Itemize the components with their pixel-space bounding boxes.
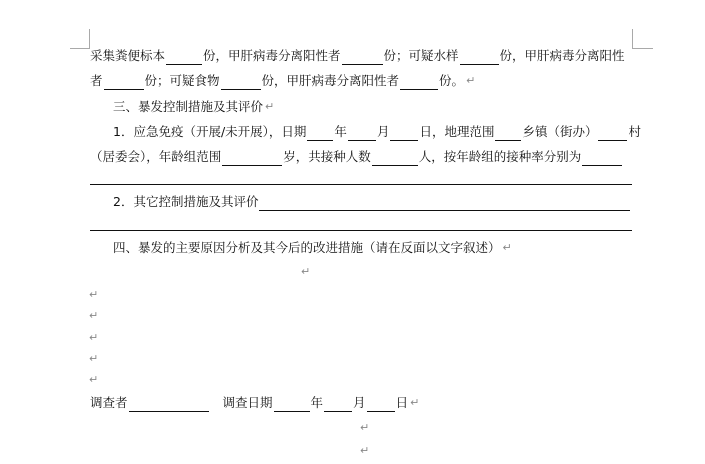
survey-day-label: 日 (395, 395, 409, 410)
food-positive-label: 份，甲肝病毒分离阳性者 (261, 73, 400, 88)
other-measures-answer-line[interactable] (90, 230, 632, 231)
vaccination-rate-label: 人，按年龄组的接种率分别为 (418, 149, 582, 164)
other-measures-label: 2．其它控制措施及其评价 (113, 194, 259, 209)
vaccinated-count-label: 岁，共接种人数 (283, 149, 371, 164)
item-1-line (113, 123, 641, 141)
paragraph-mark: ↵ (265, 100, 275, 113)
food-sample-blank[interactable] (221, 75, 261, 90)
stool-sample-blank[interactable] (166, 50, 202, 65)
water-sample-label: 份；可疑水样 (383, 48, 459, 63)
vaccination-rate-blank[interactable] (582, 151, 622, 166)
water-sample-blank[interactable] (460, 50, 499, 65)
item-2-line (113, 193, 631, 211)
other-measures-blank[interactable] (259, 196, 630, 211)
paragraph-mark: ↵ (502, 241, 512, 254)
month-label: 月 (376, 124, 390, 139)
paragraph-mark: ↵ (89, 373, 99, 386)
stool-positive-label: 份，甲肝病毒分离阳性者 (203, 48, 341, 63)
survey-year-blank[interactable] (274, 397, 310, 412)
paragraph-mark: ↵ (466, 74, 476, 87)
crop-mark-top-right (632, 29, 653, 49)
year-label: 年 (334, 124, 347, 139)
food-positive-unit: 份。 (439, 73, 465, 88)
survey-month-blank[interactable] (324, 397, 352, 412)
section-3-heading (113, 98, 274, 116)
vaccination-month-blank[interactable] (348, 126, 376, 141)
investigator-label: 调查者 (90, 395, 128, 410)
specimen-line-2 (90, 72, 475, 90)
township-label: 乡镇（街办） (522, 124, 598, 139)
paragraph-mark: ↵ (360, 444, 370, 457)
paragraph-mark: ↵ (301, 265, 311, 278)
paragraph-mark: ↵ (360, 421, 370, 434)
item-1-continuation (90, 148, 623, 166)
township-blank[interactable] (598, 126, 627, 141)
survey-date-label: 调查日期 (222, 395, 273, 410)
emergency-vaccination-label: 1．应急免疫（开展/未开展），日期 (113, 124, 307, 139)
survey-month-label: 月 (353, 395, 366, 410)
paragraph-mark: ↵ (89, 352, 99, 365)
vaccination-day-blank[interactable] (390, 126, 418, 141)
paragraph-mark: ↵ (89, 288, 99, 301)
stool-positive-blank[interactable] (342, 50, 383, 65)
geographic-range-blank[interactable] (495, 126, 521, 141)
vaccination-year-blank[interactable] (307, 126, 333, 141)
water-positive-label-cont: 者 (90, 73, 103, 88)
age-group-range-blank[interactable] (222, 151, 282, 166)
food-sample-label: 份；可疑食物 (144, 73, 220, 88)
survey-day-blank[interactable] (367, 397, 395, 412)
section-4-heading-text: 四、暴发的主要原因分析及其今后的改进措施（请在反面以文字叙述） (113, 240, 501, 255)
section-4-heading (113, 239, 512, 257)
geographic-range-label: 日，地理范围 (419, 124, 495, 139)
stool-sample-label: 采集粪便标本 (90, 48, 166, 63)
water-positive-blank[interactable] (104, 75, 144, 90)
investigator-blank[interactable] (129, 397, 209, 412)
signature-line (90, 394, 419, 412)
specimen-line-1 (90, 47, 625, 65)
vaccination-rate-answer-line[interactable] (90, 184, 632, 185)
vaccinated-count-blank[interactable] (372, 151, 418, 166)
paragraph-mark: ↵ (89, 309, 99, 322)
age-group-range-label: （居委会），年龄组范围 (90, 149, 222, 164)
water-positive-label: 份，甲肝病毒分离阳性 (499, 48, 625, 63)
survey-year-label: 年 (310, 395, 324, 410)
crop-mark-top-left (70, 29, 90, 49)
food-positive-blank[interactable] (400, 75, 438, 90)
village-label: 村 (628, 124, 641, 139)
section-3-heading-text: 三、暴发控制措施及其评价 (113, 99, 264, 114)
paragraph-mark: ↵ (89, 331, 99, 344)
paragraph-mark: ↵ (410, 396, 420, 409)
